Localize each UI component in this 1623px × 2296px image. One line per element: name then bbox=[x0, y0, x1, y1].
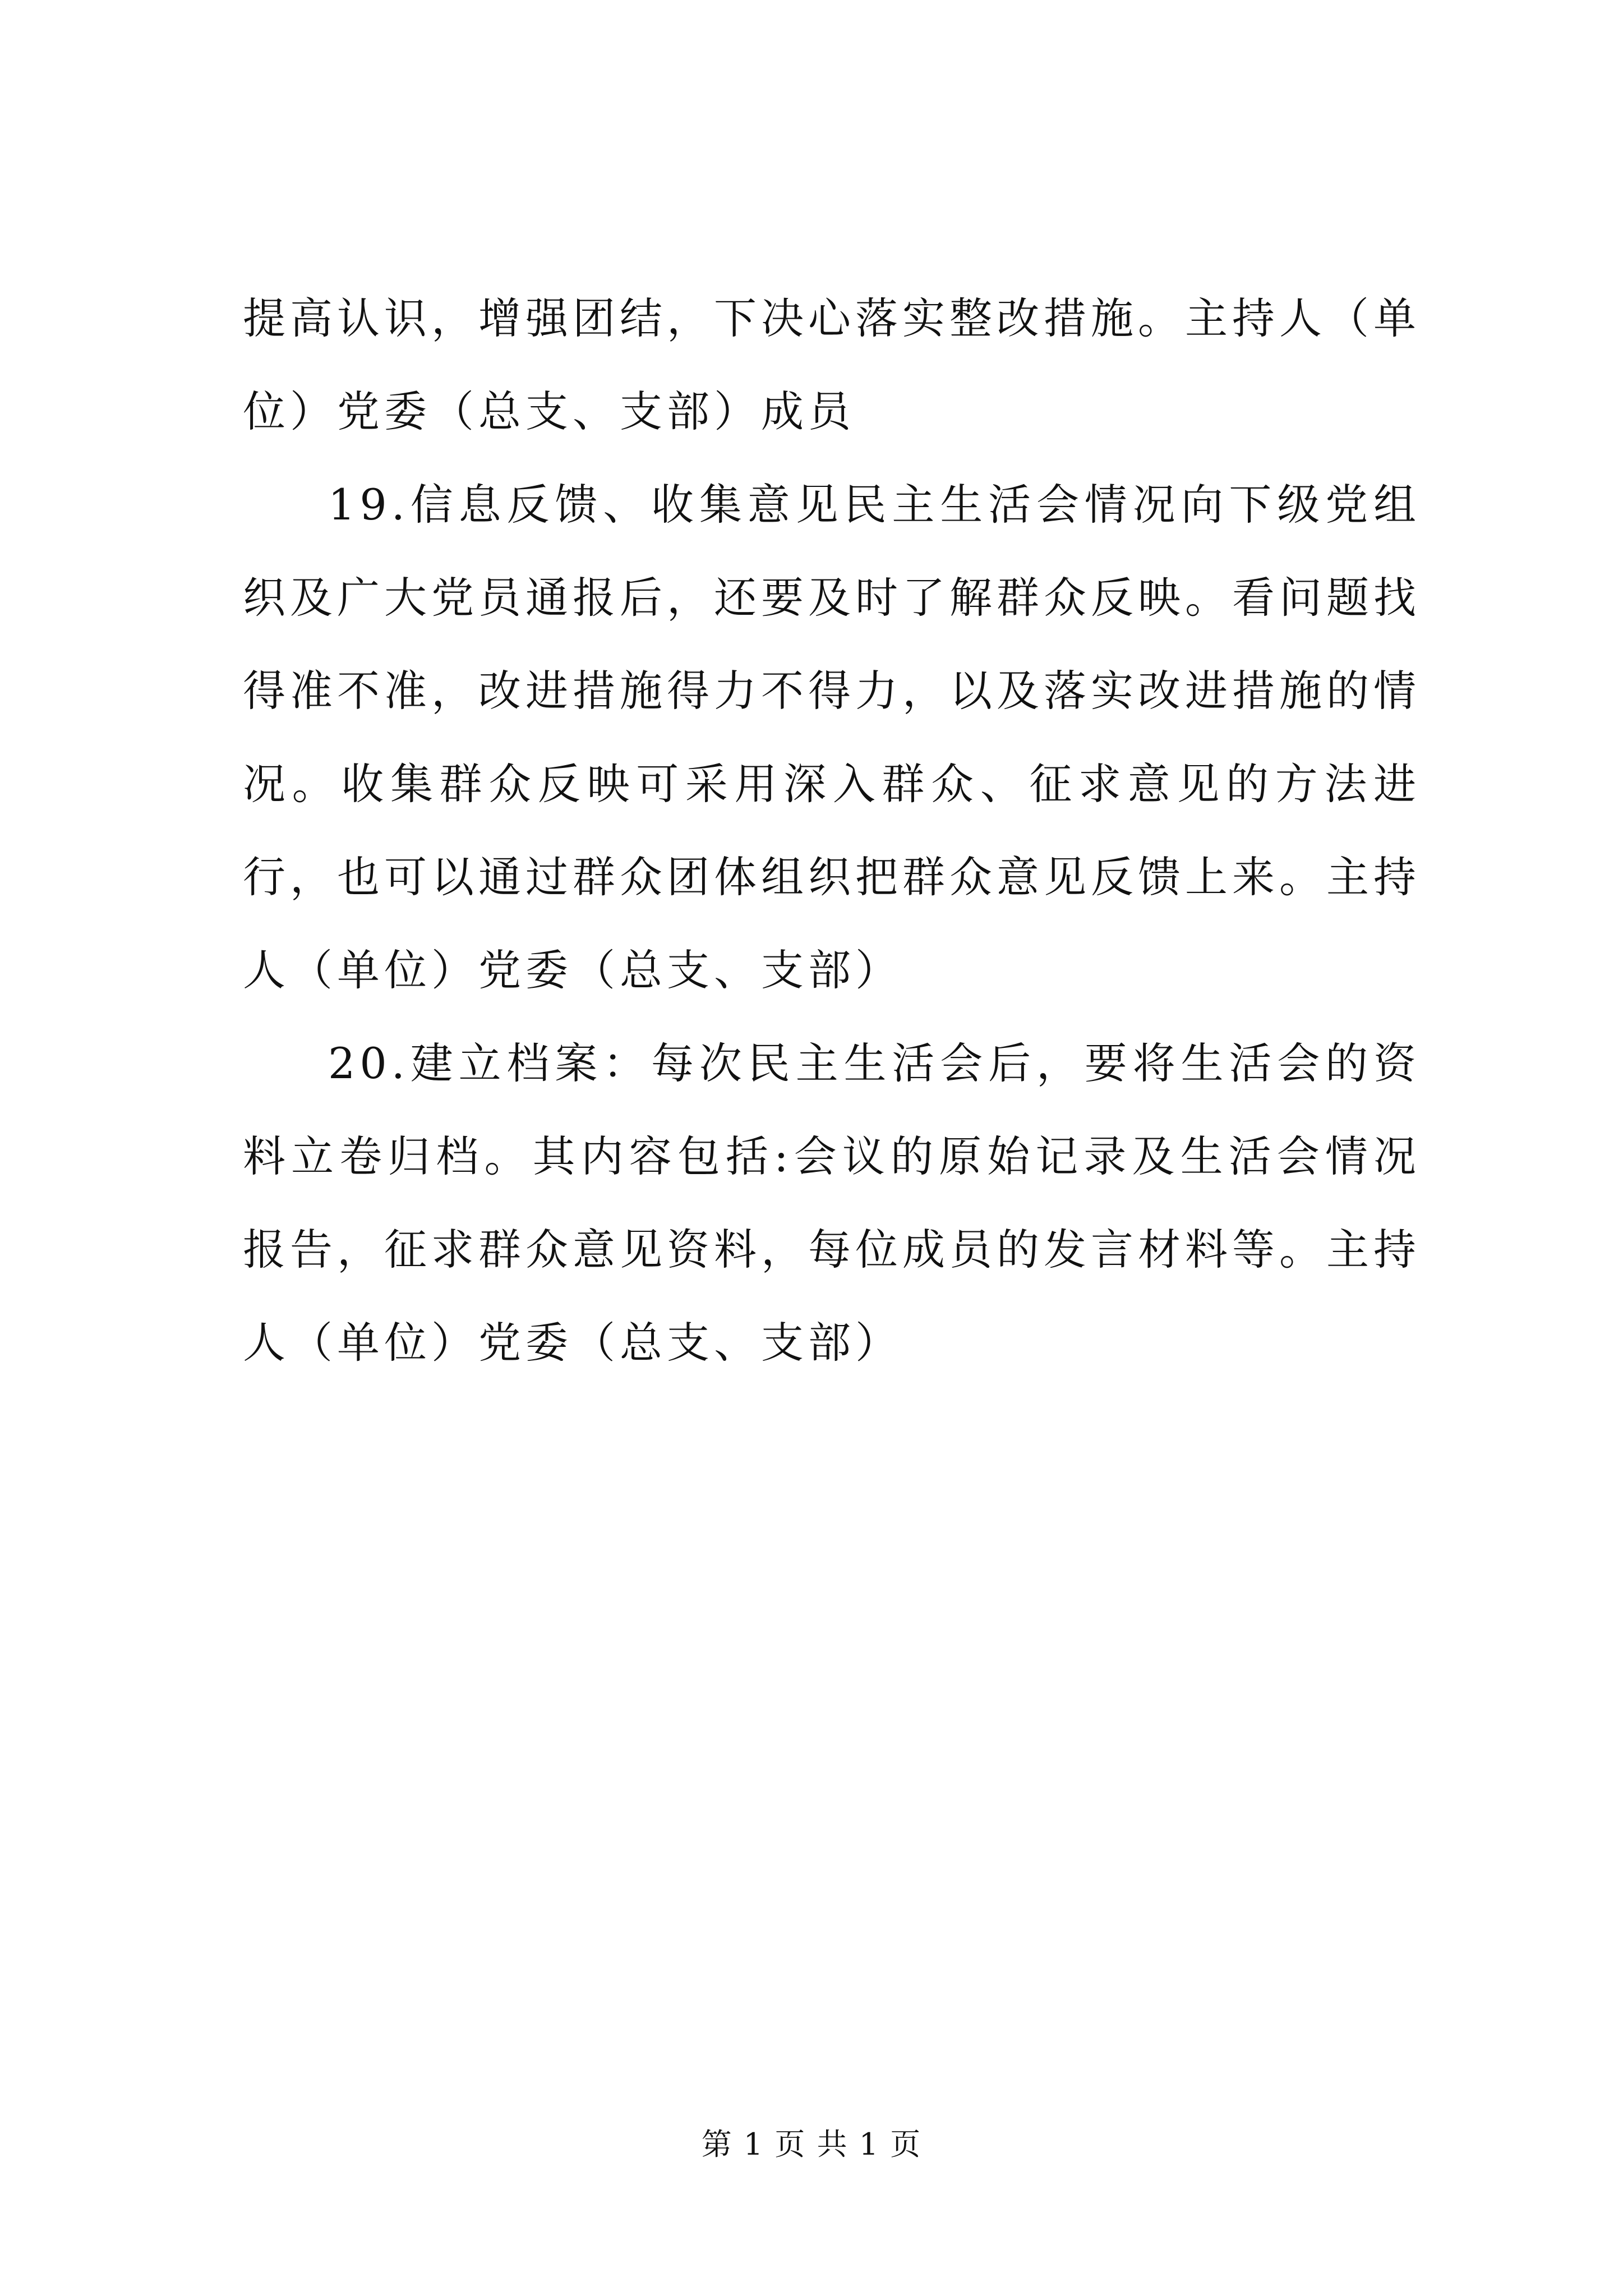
page-footer: 第 1 页 共 1 页 bbox=[701, 2127, 922, 2162]
document-body bbox=[243, 272, 1421, 1389]
paragraph-continuation: 提高认识，增强团结，下决心落实整改措施。主持人（单位）党委（总支、支部）成员 bbox=[243, 293, 1421, 436]
paragraph-item-19: 19.信息反馈、收集意见民主生活会情况向下级党组织及广大党员通报后，还要及时了解群众反映。看问题找得准不准，改进措施得力不得力，以及落实改进措施的情况。收集群众反映可采用深入群众、征求意见的方法进行，也可以通过群众团体组织把群众意见反馈上来。主持人（单位）党委（总支、支部） bbox=[243, 480, 1421, 995]
paragraph-item-20: 20.建立档案：每次民主生活会后，要将生活会的资料立卷归档。其内容包括:会议的原始记录及生活会情况报告，征求群众意见资料，每位成员的发言材料等。主持人（单位）党委（总支、支部） bbox=[243, 1038, 1421, 1368]
